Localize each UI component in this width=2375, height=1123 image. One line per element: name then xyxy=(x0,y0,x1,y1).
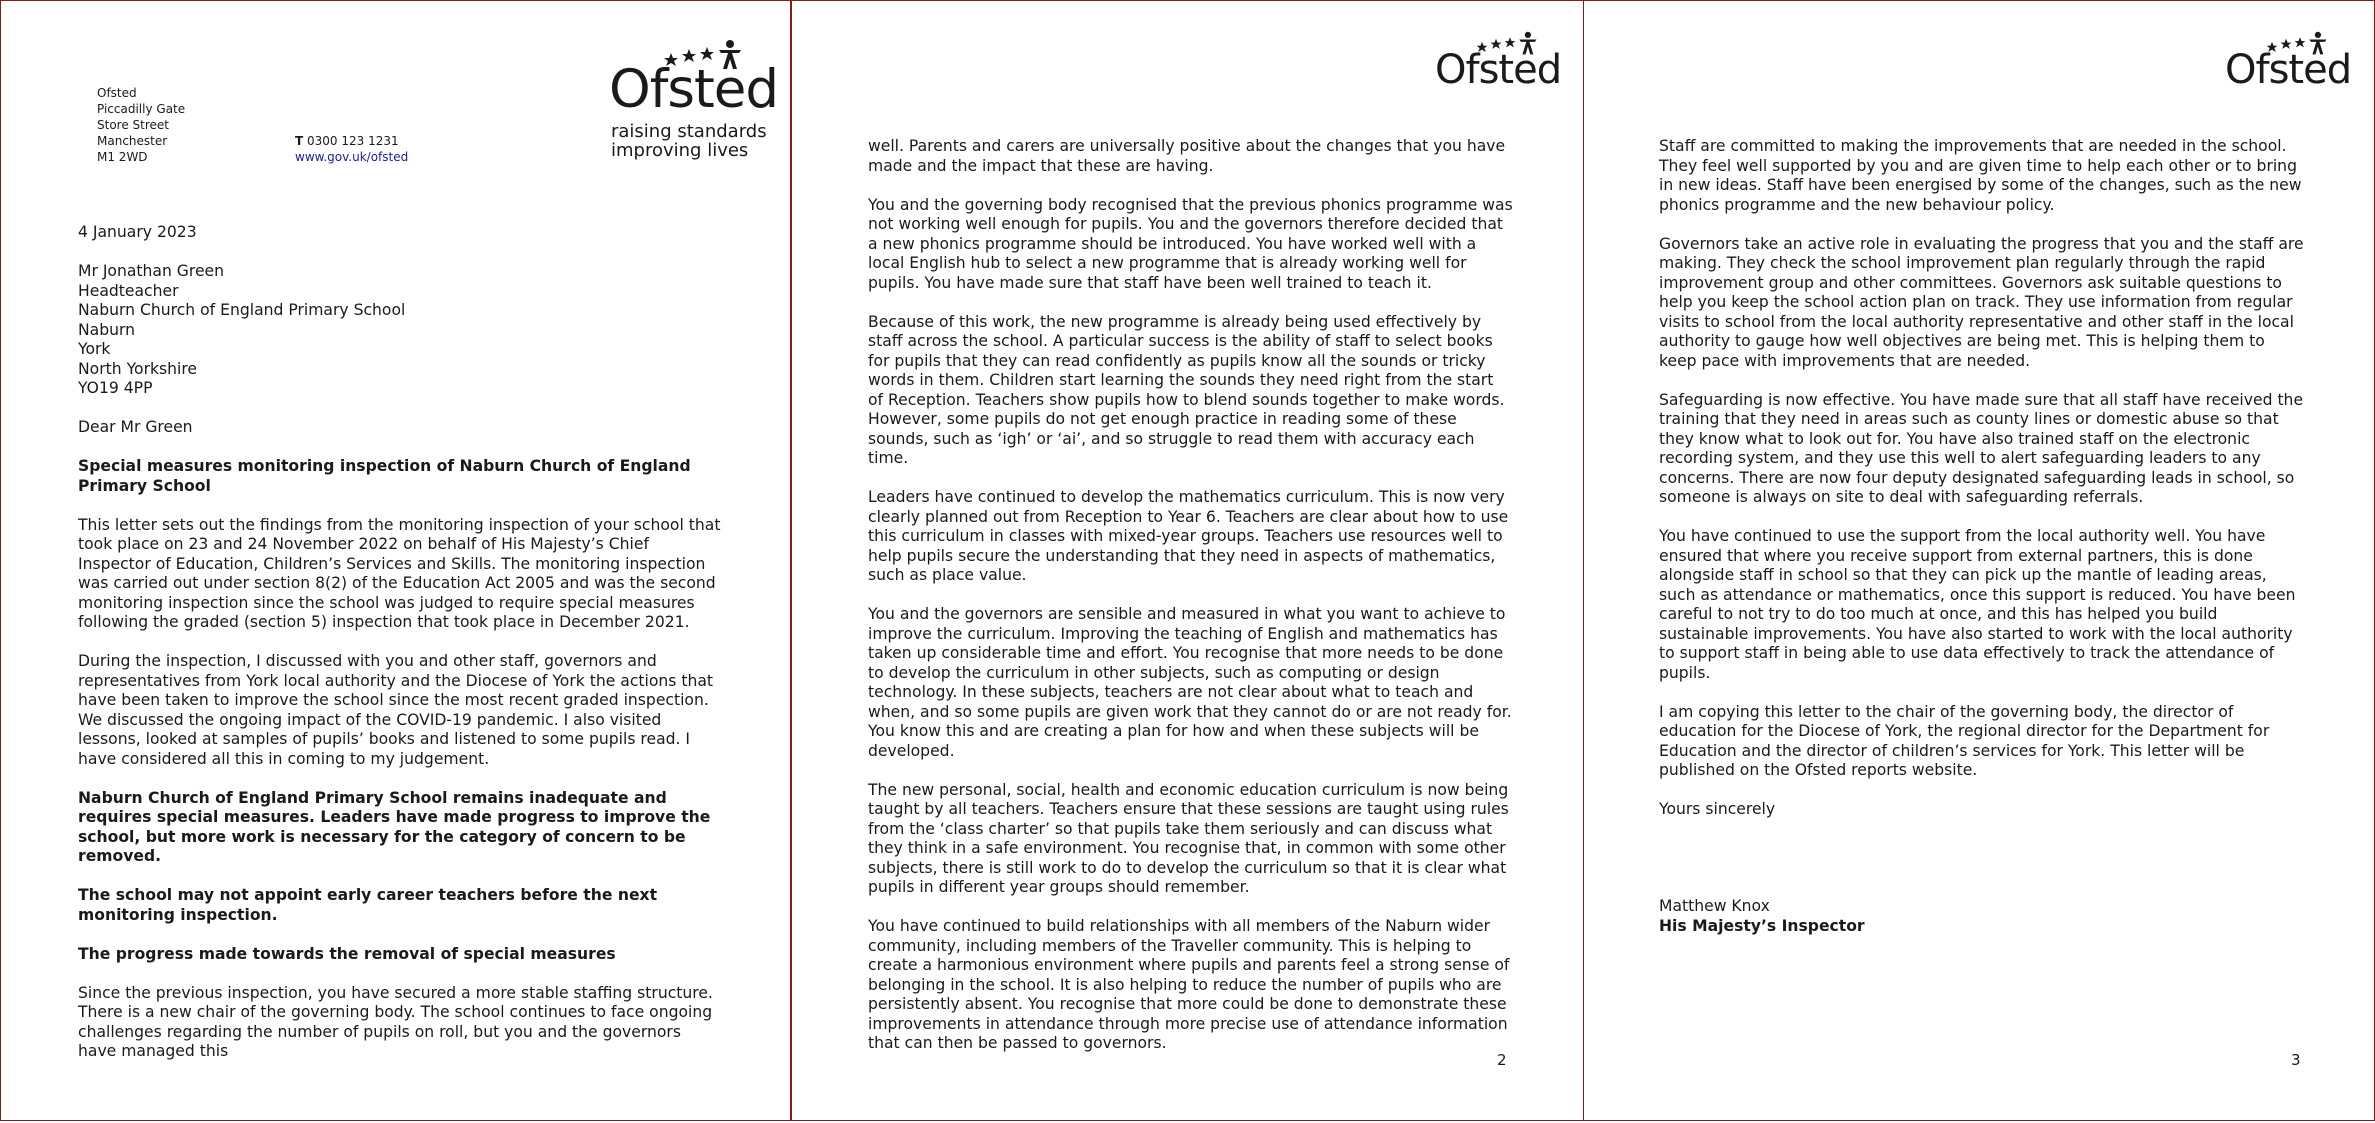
judgement-statement: Naburn Church of England Primary School remains inadequate and requires special measures. Leaders have made progress to improve the school, but more work is necessary for the category of concern to be removed. xyxy=(78,788,711,865)
sender-address xyxy=(97,85,185,165)
logo-wordmark: Ofsted xyxy=(2225,47,2352,93)
paragraph: You and the governors are sensible and measured in what you want to achieve to improve the curriculum. Improving the teaching of English and mathematics has taken up considerable time and effort. You recognise that more needs to be done to develop the curriculum in other subjects, such as computing or design technology. In these subjects, teachers are not clear about what to teach and when, and so some pupils are given work that they cannot do or are not ready for. You know this and are creating a plan for how and when these subjects will be developed. xyxy=(868,605,1512,760)
recipient-line: Naburn xyxy=(78,320,136,339)
ofsted-logo xyxy=(2225,31,2352,93)
letter-page-2 xyxy=(791,0,1584,1121)
recipient-address xyxy=(78,262,723,399)
paragraph: During the inspection, I discussed with you and other staff, governors and representatives from York local authority and the Diocese of York the actions that have been taken to improve the school since the most recent graded inspection. We discussed the ongoing impact of the COVID-19 pandemic. I also visited lessons, looked at samples of pupils’ books and listened to some pupils read. I have considered all this in coming to my judgement. xyxy=(78,652,714,768)
paragraph: Since the previous inspection, you have secured a more stable staffing structure. There is a new chair of the governing body. The school continues to face ongoing challenges regarding the number of pupils on roll, but you and the governors have managed this xyxy=(78,983,713,1060)
recipient-line: Naburn Church of England Primary School xyxy=(78,301,406,319)
address-line: Manchester xyxy=(97,134,168,148)
logo-tagline-1: raising standards xyxy=(611,121,767,142)
telephone-line xyxy=(295,133,408,149)
paragraph: Safeguarding is now effective. You have made sure that all staff have received the training that they need in areas such as county lines or domestic abuse so that they know what to look out for. You have also trained staff on the electronic recording system, and they use this well to alert safeguarding leaders to any concerns. There are now four deputy designated safeguarding leads in school, so someone is always on site to deal with safeguarding referrals. xyxy=(1659,390,2304,506)
paragraph: Leaders have continued to develop the mathematics curriculum. This is now very clearly planned out from Reception to Year 6. Teachers are clear about how to use this curriculum in classes with mixed-year groups. Teachers use resources well to help pupils secure the understanding that they need in aspects of mathematics, such as place value. xyxy=(868,488,1509,584)
paragraph: You have continued to build relationships with all members of the Naburn wider community, including members of the Traveller community. This is helping to create a harmonious environment where pupils and parents feel a strong sense of belonging in the school. It is also helping to reduce the number of pupils who are persistently absent. You recognise that more could be done to demonstrate these improvements in attendance through more precise use of attendance information that can then be passed to governors. xyxy=(868,917,1510,1052)
paragraph: well. Parents and carers are universally positive about the changes that you have made and the impact that these are having. xyxy=(868,137,1506,175)
letter-date: 4 January 2023 xyxy=(78,223,197,241)
letter-body-page-3 xyxy=(1659,137,2304,936)
logo-wordmark: Ofsted xyxy=(1435,47,1562,93)
logo-wordmark: Ofsted xyxy=(609,59,779,120)
letter-page-1 xyxy=(0,0,791,1121)
ofsted-logo xyxy=(609,39,779,169)
address-line: Ofsted xyxy=(97,86,137,100)
paragraph: The new personal, social, health and economic education curriculum is now being taught by all teachers. Teachers ensure that these sessions are taught using rules from the ‘class charter’ so that pupils take them seriously and can discuss what they think in a safe environment. You recognise that, in common with some other subjects, there is still work to do to develop the curriculum so that it is clear what pupils in different year groups should remember. xyxy=(868,780,1509,896)
letter-body-page-1 xyxy=(78,223,723,1081)
telephone-number: 0300 123 1231 xyxy=(307,134,399,148)
ofsted-logo xyxy=(1435,31,1562,93)
telephone-label: T xyxy=(295,134,304,148)
page-number: 3 xyxy=(2291,1051,2301,1069)
recipient-line: YO19 4PP xyxy=(78,379,153,397)
ect-statement: The school may not appoint early career teachers before the next monitoring inspection. xyxy=(78,886,658,924)
signatory-name: Matthew Knox xyxy=(1659,897,1770,915)
sender-contact xyxy=(295,133,408,165)
letter-subject: Special measures monitoring inspection of Naburn Church of England Primary School xyxy=(78,457,691,495)
address-line: Store Street xyxy=(97,118,169,132)
letter-body-page-2 xyxy=(868,137,1513,1073)
website-link[interactable]: www.gov.uk/ofsted xyxy=(295,150,409,164)
address-line: Piccadilly Gate xyxy=(97,102,186,116)
recipient-line: Mr Jonathan Green xyxy=(78,262,225,280)
logo-tagline-2: improving lives xyxy=(611,140,749,161)
recipient-line: Headteacher xyxy=(78,281,179,300)
recipient-line: North Yorkshire xyxy=(78,359,198,378)
paragraph: This letter sets out the findings from the monitoring inspection of your school that took place on 23 and 24 November 2022 on behalf of His Majesty’s Chief Inspector of Education, Children’s Services and Skills. The monitoring inspection was carried out under section 8(2) of the Education Act 2005 and was the second monitoring inspection since the school was judged to require special measures following the graded (section 5) inspection that took place in December 2021. xyxy=(78,515,721,631)
signatory-title: His Majesty’s Inspector xyxy=(1659,916,1865,935)
salutation: Dear Mr Green xyxy=(78,418,193,436)
page-number: 2 xyxy=(1497,1051,1507,1069)
section-heading: The progress made towards the removal of special measures xyxy=(78,944,616,963)
signoff: Yours sincerely xyxy=(1659,800,1776,818)
paragraph: You and the governing body recognised that the previous phonics programme was not working well enough for pupils. You and the governors therefore decided that a new phonics programme should be introduced. You have worked well with a local English hub to select a new programme that is already working well for pupils. You have made sure that staff have been well trained to teach it. xyxy=(868,195,1513,292)
paragraph: Staff are committed to making the improvements that are needed in the school. They feel well supported by you and are given time to help each other or to bring in new ideas. Staff have been energised by some of the changes, such as the new phonics programme and the new behaviour policy. xyxy=(1659,137,2302,214)
paragraph: Governors take an active role in evaluating the progress that you and the staff are making. They check the school improvement plan regularly through the rapid improvement group and other committees. Governors ask suitable questions to help you keep the school action plan on track. They use information from regular visits to school from the local authority representative and other staff in the local authority to gauge how well objectives are being met. This is helping them to keep pace with improvements that are needed. xyxy=(1659,234,2304,370)
signature-space xyxy=(1659,839,2304,897)
letter-page-3 xyxy=(1583,0,2375,1121)
paragraph: Because of this work, the new programme is already being used effectively by staff across the school. A particular success is the ability of staff to select books for pupils that they can read confidently as pupils know all the sounds or tricky words in them. Children start learning the sounds they need right from the start of Reception. Teachers show pupils how to blend sounds together to make words. However, some pupils do not get enough practice in reading some of these sounds, such as ‘igh’ or ‘ai’, and so struggle to read them with accuracy each time. xyxy=(868,312,1505,467)
paragraph: I am copying this letter to the chair of the governing body, the director of education for the Diocese of York, the regional director for the Department for Education and the director of children’s services for York. This letter will be published on the Ofsted reports website. xyxy=(1659,702,2270,779)
paragraph: You have continued to use the support from the local authority well. You have ensured that where you receive support from external partners, this is done alongside staff in school so that they can pick up the mantle of leading areas, such as attendance or mathematics, once this support is reduced. You have been careful to not try to do too much at once, and this has helped you build sustainable improvements. You have also started to work with the local authority to support staff in being able to use data effectively to track the attendance of pupils. xyxy=(1659,527,2296,682)
address-line: M1 2WD xyxy=(97,150,148,164)
recipient-line: York xyxy=(78,340,111,358)
